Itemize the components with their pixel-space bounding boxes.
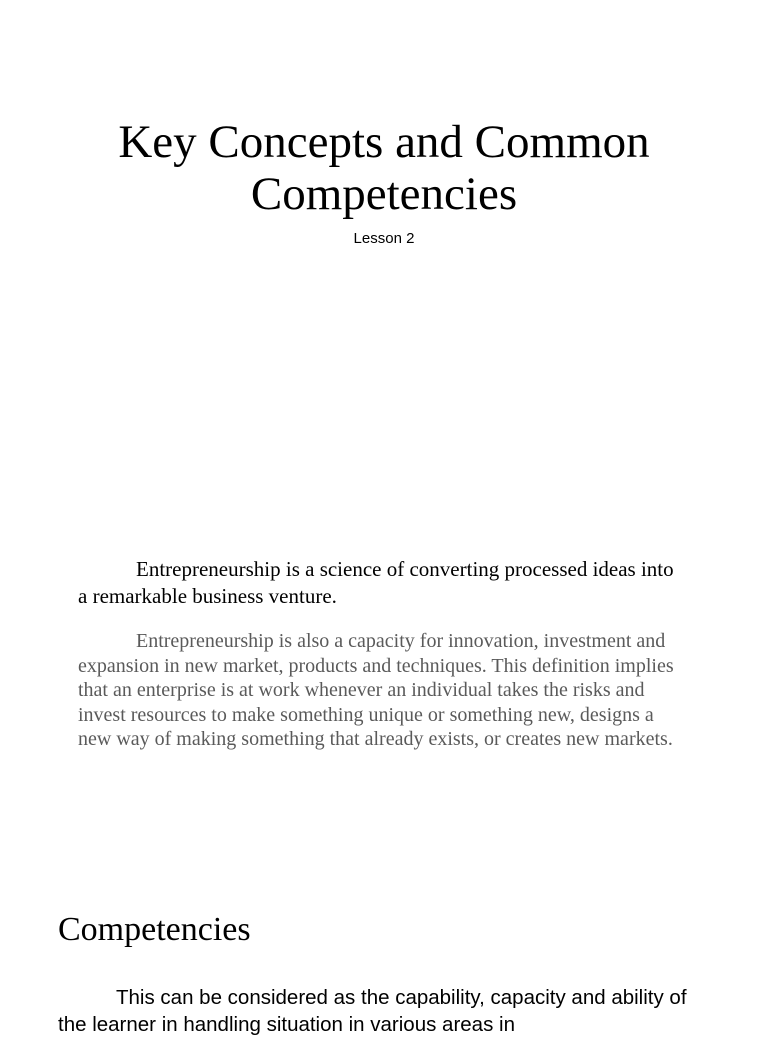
- competencies-heading: Competencies: [58, 911, 251, 948]
- definition-slide: [0, 520, 768, 820]
- competencies-body: This can be considered as the capability, capacity and ability of the learner in handling situation in various areas in: [58, 986, 687, 1036]
- definition-paragraph-2: Entrepreneurship is also a capacity for innovation, investment and expansion in new market, products and techniques. This definition implies that an enterprise is at work whenever an individual takes the risks and invest resources to make something unique or something new, designs a new way of making something that already exists, or creates new markets.: [78, 630, 674, 750]
- competencies-slide: [0, 890, 768, 1036]
- slide-title: Key Concepts and Common Competencies: [118, 116, 650, 220]
- title-slide: [0, 0, 768, 290]
- slide-subtitle: Lesson 2: [353, 230, 415, 247]
- definition-paragraph-1: Entrepreneurship is a science of converting processed ideas into a remarkable business venture.: [78, 557, 674, 608]
